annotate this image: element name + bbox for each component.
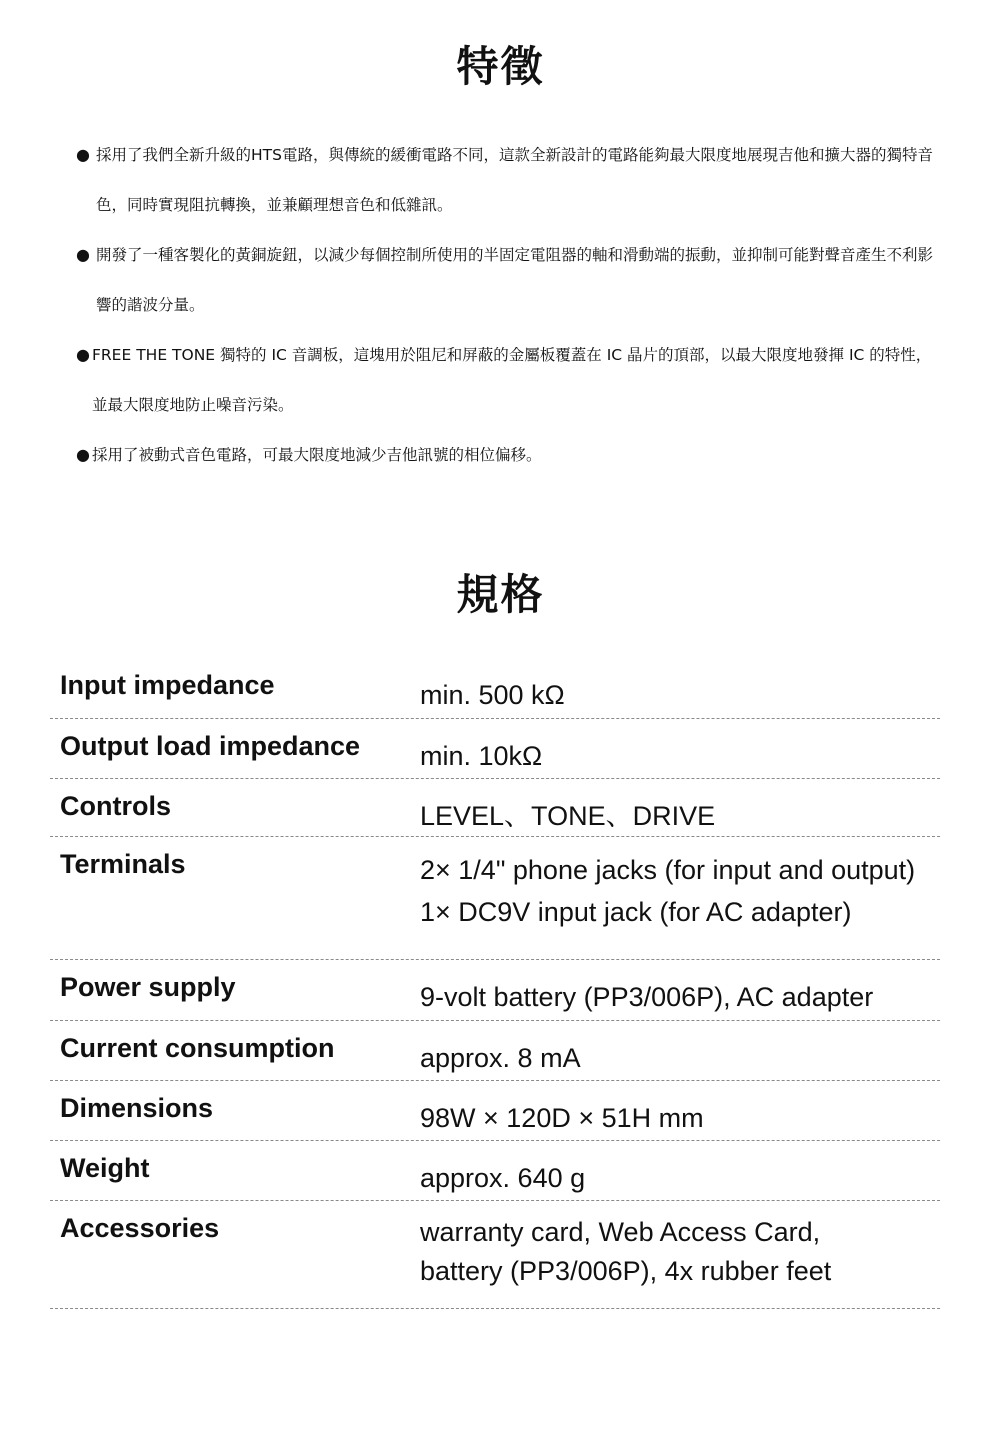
- spec-row-terminals: [50, 837, 940, 960]
- spec-row-output-load-impedance: [50, 719, 940, 779]
- spec-value-line: 2× 1/4" phone jacks (for input and output): [420, 855, 916, 885]
- feature-text: 開發了一種客製化的黃銅旋鈕，以減少每個控制所使用的半固定電阻器的軸和滑動端的振動，並抑制可能對聲音產生不利影響的諧波分量。: [96, 246, 934, 314]
- spec-value-line: battery (PP3/006P), 4x rubber feet: [420, 1256, 832, 1286]
- spec-label: Dimensions: [60, 1093, 214, 1123]
- spec-value-line: warranty card, Web Access Card,: [420, 1217, 821, 1247]
- spec-value-line: 98W × 120D × 51H mm: [420, 1103, 704, 1133]
- feature-item: [76, 330, 956, 430]
- spec-value: [420, 1021, 940, 1080]
- bullet-icon: ●: [76, 445, 90, 464]
- spec-value-line: 9-volt battery (PP3/006P), AC adapter: [420, 982, 874, 1012]
- feature-item: [76, 430, 956, 480]
- spec-value: [420, 960, 940, 1020]
- specs-title: 規格: [456, 570, 545, 619]
- spec-value-line: min. 10kΩ: [420, 741, 543, 771]
- feature-item: [76, 130, 956, 230]
- feature-text: FREE THE TONE 獨特的 IC 音調板，這塊用於阻尼和屏蔽的金屬板覆蓋在 IC 晶片的頂部，以最大限度地發揮 IC 的特性，並最大限度地防止噪音污染。: [92, 346, 932, 414]
- spec-row-current-consumption: [50, 1021, 940, 1081]
- feature-item: [76, 230, 956, 330]
- spec-label: Accessories: [60, 1213, 220, 1243]
- spec-value: [420, 719, 940, 778]
- spec-row-dimensions: [50, 1081, 940, 1141]
- spec-value: [420, 1201, 940, 1308]
- spec-label: Input impedance: [60, 670, 275, 700]
- spec-value: [420, 779, 940, 836]
- spec-label: Output load impedance: [60, 731, 361, 761]
- features-title: 特徵: [456, 42, 545, 91]
- bullet-icon: ●: [76, 345, 90, 364]
- specs-table: [50, 658, 940, 1309]
- spec-value: [420, 1141, 940, 1200]
- bullet-icon: ●: [76, 145, 90, 164]
- spec-label: Power supply: [60, 972, 236, 1002]
- spec-value-line: approx. 640 g: [420, 1163, 586, 1193]
- features-list: [76, 130, 956, 480]
- feature-text: 採用了我們全新升級的HTS電路，與傳統的緩衝電路不同，這款全新設計的電路能夠最大限度地展現吉他和擴大器的獨特音色，同時實現阻抗轉換，並兼顧理想音色和低雜訊。: [96, 146, 933, 214]
- spec-value-line: LEVEL、TONE、DRIVE: [420, 801, 716, 831]
- spec-value-line: min. 500 kΩ: [420, 680, 565, 710]
- spec-value: [420, 1081, 940, 1140]
- spec-label: Terminals: [60, 849, 186, 879]
- spec-value-line: 1× DC9V input jack (for AC adapter): [420, 897, 852, 927]
- spec-value-line: approx. 8 mA: [420, 1043, 581, 1073]
- spec-label: Weight: [60, 1153, 150, 1183]
- spec-value: [420, 658, 940, 718]
- feature-text: 採用了被動式音色電路，可最大限度地減少吉他訊號的相位偏移。: [92, 446, 542, 464]
- spec-label: Current consumption: [60, 1033, 335, 1063]
- spec-row-input-impedance: [50, 658, 940, 719]
- spec-row-weight: [50, 1141, 940, 1201]
- spec-label: Controls: [60, 791, 171, 821]
- bullet-icon: ●: [76, 245, 90, 264]
- spec-row-power-supply: [50, 960, 940, 1021]
- spec-row-controls: [50, 779, 940, 837]
- spec-row-accessories: [50, 1201, 940, 1309]
- spec-value: [420, 837, 940, 959]
